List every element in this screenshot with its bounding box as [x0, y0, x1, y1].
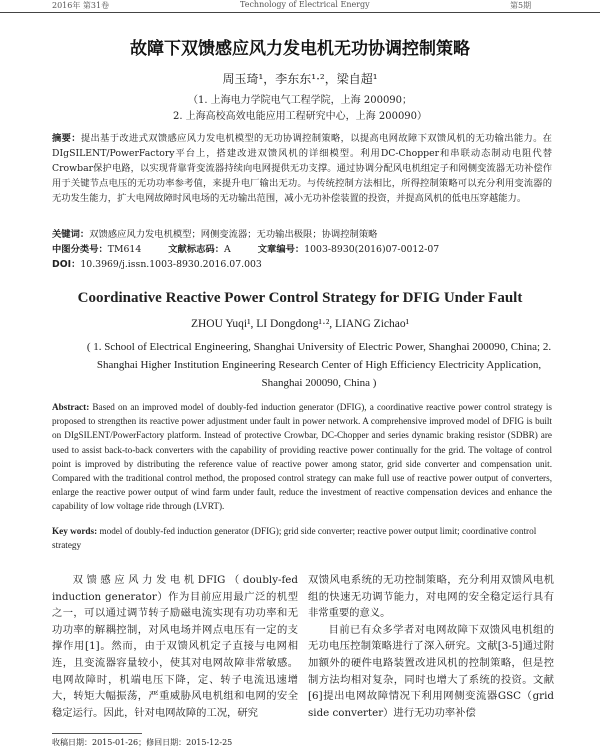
authors-en: ZHOU Yuqi¹, LI Dongdong¹·², LIANG Zichao¹: [190, 318, 410, 330]
classification-line: [52, 241, 463, 255]
doi-line: [52, 256, 262, 270]
authors-cn: 周玉琦¹，李东东¹·²，梁自超¹: [222, 72, 378, 86]
abstract-en-label: Abstract:: [52, 402, 90, 412]
running-header: [0, 0, 600, 13]
header-volume: 2016年 第31卷: [52, 1, 110, 10]
article-no-value: 1003-8930(2016)07-0012-07: [304, 244, 440, 255]
article-no-label: 文章编号：: [257, 244, 305, 255]
affiliation-en: ( 1. School of Electrical Engineering, Shanghai University of Electric Power, Shanghai 200090, China; 2. Shanghai Higher Institution Engineering Research Center of High Efficiency Electricity Application, Shanghai 200090, China ): [86, 341, 552, 389]
affiliation-cn-2: 2. 上海高校高效电能应用工程研究中心，上海 200090）: [172, 111, 428, 122]
paper-title-en: Coordinative Reactive Power Control Strategy for DFIG Under Fault: [77, 290, 523, 306]
keywords-en: [52, 524, 552, 552]
affiliation-cn-1: （1. 上海电力学院电气工程学院，上海 200090；: [187, 95, 413, 106]
abstract-cn: [52, 131, 552, 206]
body-column-right: [308, 572, 554, 721]
keywords-en-label: Key words:: [52, 526, 98, 536]
header-journal: Technology of Electrical Energy: [240, 0, 370, 9]
keywords-en-text: model of doubly-fed induction generator (DFIG); grid side converter; reactive power output limit; coordinative control strategy: [52, 526, 537, 551]
keywords-cn-label: 关键词：: [52, 229, 90, 240]
body-right-para-2: 目前已有众多学者对电网故障下双馈风电机组的无功电压控制策略进行了深入研究。文献[3-5]通过附加额外的硬件电路装置改进风机的控制策略，但是控制方法均相对复杂，同时也增大了系统的投资。文献[6]提出电网故障情况下利用网侧变流器GSC（grid side converter）进行无功功率补偿: [308, 623, 554, 719]
header-issue: 第5期: [510, 1, 532, 10]
doc-code-label: 文献标志码：: [168, 244, 225, 255]
clc-value: TM614: [107, 244, 142, 255]
footnote-received: 收稿日期：2015-01-26；修回日期：2015-12-25: [52, 738, 233, 747]
abstract-en: [52, 400, 552, 514]
abstract-cn-label: 摘要：: [52, 133, 81, 144]
paper-title-cn: 故障下双馈感应风力发电机无功协调控制策略: [130, 39, 470, 59]
abstract-cn-text: 提出基于改进式双馈感应风力发电机模型的无功协调控制策略，以提高电网故障下双馈风机的无功输出能力。在DIgSILENT/PowerFactory平台上，搭建改进双馈风机的详细模型。利用DC-Chopper和串联动态制动电阻代替Crowbar保护电路，以实现背靠背变流器持续向电网提供无功支撑。通过协调分配风电机组定子和网侧变流器无功补偿作用于关键节点电压的无功功率参考值，来提升电厂输出无功。与传统控制方法相比，所得控制策略可以充分利用变流器的无功发生能力，扩大电网故障时风电场的无功输出范围，减小无功补偿装置的投资，并提高风机的低电压穿越能力。: [52, 133, 552, 204]
keywords-cn-text: 双馈感应风力发电机模型；网侧变流器；无功输出极限；协调控制策略: [89, 229, 378, 240]
clc-label: 中图分类号：: [52, 244, 108, 255]
body-right-para-1: 双馈风电系统的无功控制策略，充分利用双馈风电机组的快速无功调节能力，对电网的安全稳定运行具有非常重要的意义。: [308, 574, 554, 620]
doi-value: 10.3969/j.issn.1003-8930.2016.07.003: [80, 259, 262, 270]
doi-label: DOI：: [52, 259, 81, 270]
abstract-en-text: Based on an improved model of doubly-fed induction generator (DFIG), a coordinative reactive power control strategy is proposed to strengthen its reactive power adjustment under fault in power network. A comprehensive improved model of DFIG is built on DIgSILENT/PowerFactory platform. Instead of protective Crowbar, DC-Chopper and series dynamic braking resistor (SDBR) are used to assist back-to-back converters with the capability of providing reactive power continually for the grid. The voltage of control point is improved by distributing the reference value of reactive power among stator, grid side converter and compensation unit. Compared with the traditional control method, the proposed control strategy can make full use of reactive power output of converters, enlarge the reactive power output of wind farm under fault, reduce the investment of reactive compensation devices and enhance the capability of low voltage ride through (LVRT).: [52, 402, 552, 512]
doc-code-value: A: [224, 244, 231, 255]
body-column-left: 双馈感应风力发电机DFIG（doubly-fed induction generator）作为目前应用最广泛的机型之一，可以通过调节转子励磁电流实现有功功率和无功功率的解耦控制，对风电场并网点电压有一定的支撑作用[1]。然而，由于双馈风机定子直接与电网相连，且变流器容量较小，使其对电网故障非常敏感。电网故障时，机端电压下降，定、转子电流迅速增大，转矩大幅振荡，严重威胁风电机组和电网的安全稳定运行。因此，针对电网故障的工况，研究: [52, 574, 298, 719]
footnote-rule: [52, 733, 142, 734]
keywords-cn: [52, 226, 377, 240]
